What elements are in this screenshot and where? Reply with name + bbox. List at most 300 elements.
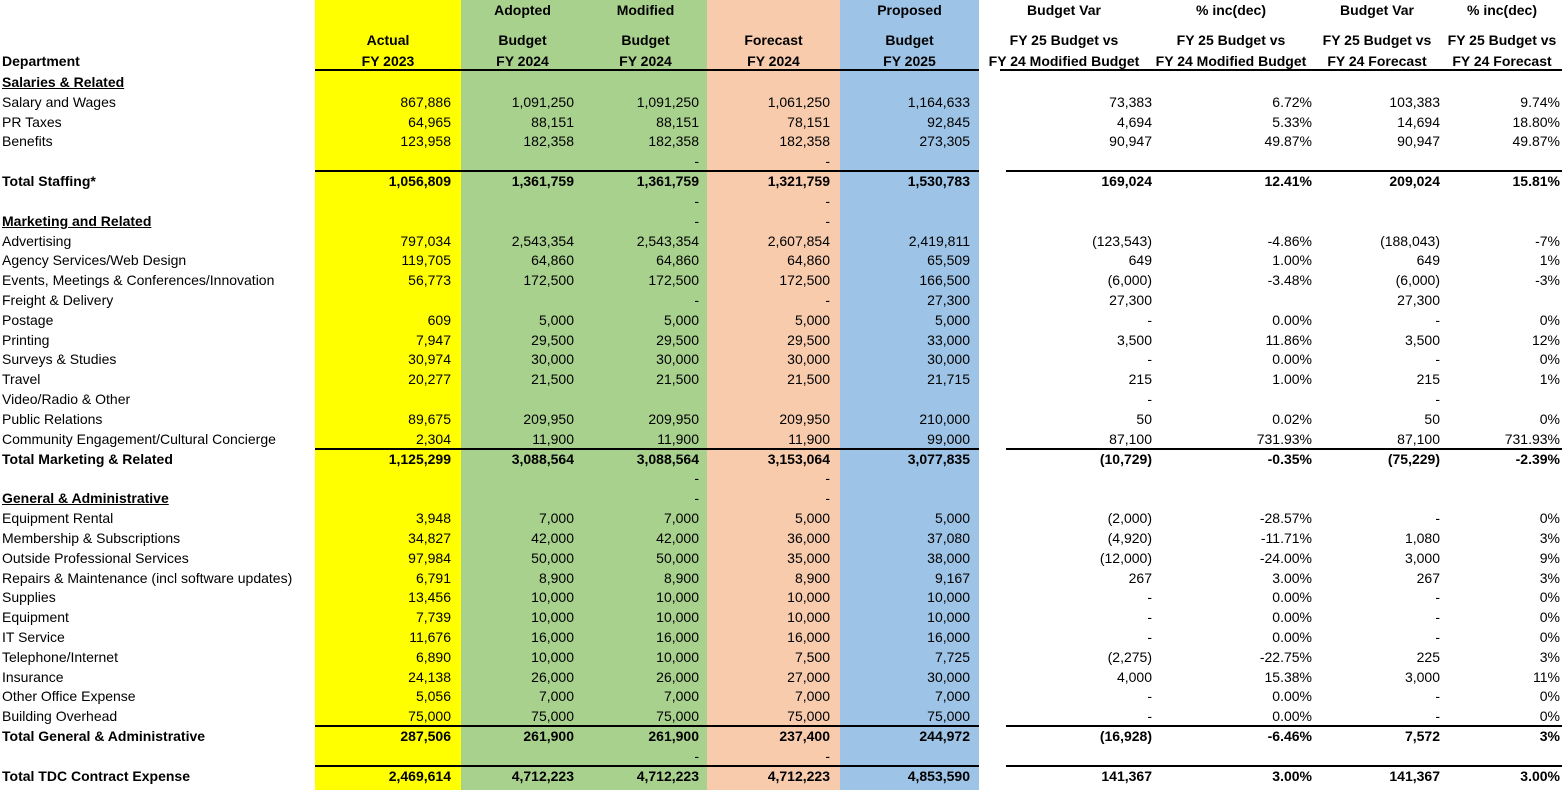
cell-var-vs-modified: 87,100: [1109, 431, 1152, 447]
cell-adopted-fy2024: [461, 211, 574, 231]
cell-pct-vs-modified: -6.46%: [1267, 728, 1312, 744]
table-row: [0, 587, 1562, 607]
cell-adopted-fy2024: 26,000: [531, 669, 574, 685]
row-label: Events, Meetings & Conferences/Innovation: [2, 272, 275, 288]
cell-adopted-fy2024: 10,000: [531, 649, 574, 665]
cell-pct-vs-modified: 0.00%: [1272, 312, 1312, 328]
header-fy2024-adopted: FY 2024: [496, 53, 549, 69]
row-label: Video/Radio & Other: [2, 391, 131, 407]
cell-var-vs-modified: 27,300: [1109, 292, 1152, 308]
cell-adopted-fy2024: 209,950: [523, 411, 574, 427]
row-label: Agency Services/Web Design: [2, 252, 187, 268]
row-label: [2, 151, 314, 171]
cell-modified-fy2024: 5,000: [663, 312, 699, 328]
row-label: Repairs & Maintenance (incl software updates): [2, 570, 293, 586]
cell-var-vs-forecast: -: [1435, 510, 1440, 526]
cell-var-vs-modified: 4,694: [1116, 114, 1152, 130]
cell-proposed-fy2025: 21,715: [927, 371, 970, 387]
cell-actual-fy2023: 34,827: [408, 530, 451, 546]
cell-adopted-fy2024: 172,500: [523, 272, 574, 288]
cell-pct-vs-modified: 15.38%: [1264, 669, 1312, 685]
cell-proposed-fy2025: 2,419,811: [908, 233, 970, 249]
total-row: [0, 171, 1562, 191]
cell-forecast-fy2024: 75,000: [787, 708, 830, 724]
cell-proposed-fy2025: 7,725: [934, 649, 970, 665]
cell-forecast-fy2024: -: [825, 193, 830, 209]
cell-actual-fy2023: 20,277: [408, 371, 451, 387]
cell-pct-vs-modified: [1152, 151, 1312, 171]
row-label: Salary and Wages: [2, 94, 116, 110]
cell-actual-fy2023: 1,125,299: [388, 451, 451, 467]
cell-modified-fy2024: 21,500: [656, 371, 699, 387]
table-row: [0, 310, 1562, 330]
cell-modified-fy2024: -: [694, 490, 699, 506]
cell-proposed-fy2025: [840, 211, 970, 231]
cell-var-vs-forecast: -: [1435, 609, 1440, 625]
cell-forecast-fy2024: 1,321,759: [767, 173, 830, 189]
cell-actual-fy2023: 7,739: [415, 609, 451, 625]
cell-proposed-fy2025: [840, 72, 970, 92]
table-row: [0, 706, 1562, 726]
header-budget-adopted: Budget: [498, 32, 547, 48]
cell-pct-vs-forecast: 11%: [1533, 669, 1560, 685]
row-label: Marketing and Related: [2, 213, 152, 229]
cell-proposed-fy2025: 244,972: [919, 728, 970, 744]
header-fy2024-modified: FY 2024: [619, 53, 672, 69]
cell-forecast-fy2024: 11,900: [788, 431, 830, 447]
table-row: [0, 548, 1562, 568]
cell-adopted-fy2024: 21,500: [531, 371, 574, 387]
cell-adopted-fy2024: 8,900: [538, 570, 574, 586]
cell-var-vs-modified: 267: [1128, 570, 1152, 586]
cell-adopted-fy2024: 7,000: [538, 688, 574, 704]
cell-forecast-fy2024: 16,000: [787, 629, 830, 645]
cell-var-vs-forecast: 90,947: [1397, 133, 1440, 149]
cell-proposed-fy2025: 37,080: [927, 530, 970, 546]
cell-actual-fy2023: 24,138: [408, 669, 451, 685]
cell-proposed-fy2025: 5,000: [934, 312, 970, 328]
header-row-3: [0, 51, 1562, 71]
cell-pct-vs-forecast: -2.39%: [1515, 451, 1560, 467]
cell-pct-vs-modified: 49.87%: [1264, 133, 1312, 149]
table-row: [0, 191, 1562, 211]
cell-modified-fy2024: -: [694, 153, 699, 169]
table-row: [0, 468, 1562, 488]
cell-adopted-fy2024: [461, 151, 574, 171]
cell-pct-vs-forecast: 0%: [1539, 589, 1560, 605]
cell-var-vs-forecast: [1312, 488, 1440, 508]
header-actual: Actual: [366, 32, 410, 48]
cell-proposed-fy2025: 210,000: [919, 411, 970, 427]
table-row: [0, 568, 1562, 588]
cell-var-vs-modified: -: [1147, 589, 1152, 605]
cell-modified-fy2024: 29,500: [656, 332, 699, 348]
cell-var-vs-forecast: 267: [1416, 570, 1440, 586]
cell-actual-fy2023: 609: [427, 312, 451, 328]
cell-modified-fy2024: 172,500: [648, 272, 699, 288]
cell-var-vs-modified: [980, 151, 1152, 171]
header-adopted: Adopted: [494, 2, 551, 18]
cell-var-vs-modified: 90,947: [1109, 133, 1152, 149]
cell-var-vs-forecast: 1,080: [1404, 530, 1440, 546]
cell-modified-fy2024: 261,900: [648, 728, 699, 744]
header-underline: [315, 69, 979, 71]
row-label: Total TDC Contract Expense: [2, 768, 190, 784]
cell-proposed-fy2025: [840, 468, 970, 488]
cell-pct-vs-modified: 11.86%: [1265, 332, 1312, 348]
cell-actual-fy2023: 5,056: [415, 688, 451, 704]
cell-adopted-fy2024: 10,000: [531, 589, 574, 605]
cell-pct-vs-modified: 0.00%: [1272, 688, 1312, 704]
cell-forecast-fy2024: 2,607,854: [767, 233, 830, 249]
cell-actual-fy2023: [315, 191, 451, 211]
cell-pct-vs-modified: [1152, 746, 1312, 766]
cell-forecast-fy2024: 29,500: [787, 332, 830, 348]
cell-var-vs-forecast: [1312, 468, 1440, 488]
cell-pct-vs-modified: 0.00%: [1272, 609, 1312, 625]
cell-proposed-fy2025: 273,305: [919, 133, 970, 149]
cell-pct-vs-forecast: 0%: [1539, 411, 1560, 427]
cell-var-vs-modified: -: [1147, 629, 1152, 645]
header-proposed: Proposed: [877, 2, 942, 18]
cell-adopted-fy2024: 3,088,564: [511, 451, 574, 467]
cell-forecast-fy2024: 30,000: [787, 351, 830, 367]
table-row: [0, 349, 1562, 369]
table-row: [0, 369, 1562, 389]
cell-modified-fy2024: 8,900: [663, 570, 699, 586]
cell-forecast-fy2024: 35,000: [787, 550, 830, 566]
table-row: [0, 429, 1562, 449]
cell-actual-fy2023: 89,675: [408, 411, 451, 427]
cell-actual-fy2023: [315, 389, 451, 409]
cell-actual-fy2023: 797,034: [400, 233, 451, 249]
cell-proposed-fy2025: 99,000: [927, 431, 970, 447]
cell-var-vs-forecast: 7,572: [1404, 728, 1440, 744]
cell-pct-vs-forecast: 1%: [1539, 371, 1560, 387]
cell-forecast-fy2024: 78,151: [787, 114, 830, 130]
row-label: IT Service: [2, 629, 65, 645]
header-underline-var: [1000, 69, 1562, 71]
cell-proposed-fy2025: 38,000: [927, 550, 970, 566]
cell-pct-vs-modified: 0.00%: [1272, 589, 1312, 605]
cell-proposed-fy2025: [840, 746, 970, 766]
cell-pct-vs-forecast: 12%: [1531, 332, 1560, 348]
cell-var-vs-forecast: -: [1435, 629, 1440, 645]
cell-forecast-fy2024: 21,500: [787, 371, 830, 387]
cell-modified-fy2024: 64,860: [656, 252, 699, 268]
cell-modified-fy2024: 10,000: [656, 609, 699, 625]
cell-adopted-fy2024: 182,358: [523, 133, 574, 149]
cell-pct-vs-modified: 3.00%: [1272, 570, 1312, 586]
cell-forecast-fy2024: 1,061,250: [767, 94, 830, 110]
row-label: Equipment: [2, 609, 69, 625]
header-pct-2: % inc(dec): [1466, 2, 1537, 18]
cell-var-vs-forecast: -: [1435, 391, 1440, 407]
cell-modified-fy2024: -: [694, 748, 699, 764]
cell-pct-vs-forecast: 0%: [1539, 688, 1560, 704]
cell-var-vs-modified: 141,367: [1101, 768, 1152, 784]
cell-proposed-fy2025: 30,000: [927, 669, 970, 685]
cell-pct-vs-forecast: 0%: [1539, 351, 1560, 367]
row-label: PR Taxes: [2, 114, 62, 130]
cell-pct-vs-forecast: 3%: [1539, 728, 1560, 744]
row-label: Public Relations: [2, 411, 103, 427]
cell-pct-vs-forecast: 0%: [1539, 629, 1560, 645]
cell-var-vs-modified: 73,383: [1109, 94, 1152, 110]
cell-proposed-fy2025: 7,000: [934, 688, 970, 704]
cell-proposed-fy2025: 27,300: [927, 292, 970, 308]
cell-var-vs-modified: (2,000): [1107, 510, 1152, 526]
cell-var-vs-forecast: -: [1435, 708, 1440, 724]
cell-pct-vs-forecast: -3%: [1535, 272, 1560, 288]
cell-proposed-fy2025: 33,000: [927, 332, 970, 348]
header-fy25-vs-3: FY 25 Budget vs: [1322, 32, 1432, 48]
cell-pct-vs-modified: 0.00%: [1272, 708, 1312, 724]
row-label: Surveys & Studies: [2, 351, 117, 367]
total-rule: [315, 725, 979, 727]
cell-var-vs-forecast: 103,383: [1389, 94, 1440, 110]
cell-var-vs-forecast: [1312, 151, 1440, 171]
cell-modified-fy2024: 11,900: [657, 431, 699, 447]
cell-actual-fy2023: [315, 151, 451, 171]
cell-forecast-fy2024: 64,860: [787, 252, 830, 268]
header-budget-var-1: Budget Var: [1027, 2, 1101, 18]
cell-pct-vs-modified: 0.00%: [1272, 351, 1312, 367]
cell-var-vs-forecast: (188,043): [1380, 233, 1440, 249]
cell-forecast-fy2024: [707, 389, 830, 409]
cell-pct-vs-modified: 6.72%: [1272, 94, 1312, 110]
cell-modified-fy2024: 50,000: [656, 550, 699, 566]
cell-pct-vs-forecast: [1440, 488, 1560, 508]
cell-var-vs-modified: [980, 746, 1152, 766]
cell-pct-vs-modified: [1152, 290, 1312, 310]
row-label: Travel: [2, 371, 41, 387]
cell-forecast-fy2024: 10,000: [787, 609, 830, 625]
cell-pct-vs-modified: -0.35%: [1267, 451, 1312, 467]
cell-var-vs-forecast: 225: [1416, 649, 1440, 665]
cell-pct-vs-forecast: -7%: [1535, 233, 1560, 249]
table-row: [0, 607, 1562, 627]
total-rule-var: [1006, 725, 1562, 727]
cell-proposed-fy2025: [840, 389, 970, 409]
cell-var-vs-modified: -: [1147, 609, 1152, 625]
cell-forecast-fy2024: -: [825, 748, 830, 764]
cell-pct-vs-forecast: [1440, 468, 1560, 488]
cell-pct-vs-modified: 0.00%: [1272, 629, 1312, 645]
total-row: [0, 726, 1562, 746]
cell-forecast-fy2024: 7,000: [794, 688, 830, 704]
cell-var-vs-forecast: [1312, 191, 1440, 211]
cell-var-vs-modified: 3,500: [1116, 332, 1152, 348]
header-fy2024-forecast: FY 2024: [747, 53, 800, 69]
cell-pct-vs-modified: -24.00%: [1259, 550, 1312, 566]
row-label: Total Staffing*: [2, 173, 96, 189]
cell-actual-fy2023: 1,056,809: [388, 173, 451, 189]
cell-proposed-fy2025: 4,853,590: [907, 768, 970, 784]
cell-forecast-fy2024: -: [825, 292, 830, 308]
row-label: Total Marketing & Related: [2, 451, 173, 467]
cell-forecast-fy2024: 172,500: [779, 272, 830, 288]
cell-modified-fy2024: -: [694, 470, 699, 486]
cell-actual-fy2023: 30,974: [408, 351, 451, 367]
cell-modified-fy2024: 75,000: [656, 708, 699, 724]
table-row: [0, 92, 1562, 112]
cell-proposed-fy2025: [840, 191, 970, 211]
cell-var-vs-modified: -: [1147, 351, 1152, 367]
cell-pct-vs-modified: [1152, 72, 1312, 92]
cell-pct-vs-forecast: 9%: [1539, 550, 1560, 566]
row-label: Telephone/Internet: [2, 649, 118, 665]
cell-pct-vs-modified: [1152, 468, 1312, 488]
cell-pct-vs-modified: -22.75%: [1259, 649, 1312, 665]
table-row: [0, 667, 1562, 687]
table-row: [0, 627, 1562, 647]
cell-var-vs-modified: -: [1147, 391, 1152, 407]
cell-adopted-fy2024: [461, 488, 574, 508]
header-fy2023: FY 2023: [361, 53, 415, 69]
cell-pct-vs-forecast: 0%: [1539, 708, 1560, 724]
row-label: Membership & Subscriptions: [2, 530, 181, 546]
cell-var-vs-modified: -: [1147, 688, 1152, 704]
cell-proposed-fy2025: [840, 488, 970, 508]
header-budget-var-2: Budget Var: [1340, 2, 1414, 18]
cell-modified-fy2024: 7,000: [663, 510, 699, 526]
cell-pct-vs-modified: 1.00%: [1272, 371, 1312, 387]
header-modified: Modified: [616, 2, 675, 18]
row-label: Total General & Administrative: [2, 728, 206, 744]
row-label: Building Overhead: [2, 708, 118, 724]
cell-pct-vs-forecast: 3%: [1539, 530, 1560, 546]
header-pct-1: % inc(dec): [1195, 2, 1266, 18]
cell-forecast-fy2024: 10,000: [787, 589, 830, 605]
row-label: Printing: [2, 332, 50, 348]
cell-modified-fy2024: -: [694, 213, 699, 229]
cell-proposed-fy2025: 10,000: [927, 589, 970, 605]
cell-adopted-fy2024: 29,500: [531, 332, 574, 348]
cell-modified-fy2024: 4,712,223: [636, 768, 699, 784]
cell-pct-vs-modified: [1152, 488, 1312, 508]
cell-adopted-fy2024: 64,860: [531, 252, 574, 268]
cell-var-vs-modified: (10,729): [1099, 451, 1152, 467]
cell-actual-fy2023: 64,965: [408, 114, 451, 130]
cell-actual-fy2023: [315, 211, 451, 231]
cell-adopted-fy2024: 4,712,223: [511, 768, 574, 784]
cell-modified-fy2024: 182,358: [648, 133, 699, 149]
header-budget-proposed: Budget: [885, 32, 934, 48]
cell-adopted-fy2024: 10,000: [531, 609, 574, 625]
cell-var-vs-modified: 169,024: [1101, 173, 1152, 189]
cell-proposed-fy2025: 9,167: [934, 570, 970, 586]
cell-adopted-fy2024: 88,151: [531, 114, 574, 130]
total-rule-var: [1006, 765, 1562, 767]
cell-forecast-fy2024: 7,500: [794, 649, 830, 665]
table-row: [0, 330, 1562, 350]
cell-forecast-fy2024: -: [825, 153, 830, 169]
cell-var-vs-forecast: 3,500: [1404, 332, 1440, 348]
cell-pct-vs-forecast: 18.80%: [1512, 114, 1560, 130]
cell-proposed-fy2025: 92,845: [927, 114, 970, 130]
cell-adopted-fy2024: 11,900: [532, 431, 574, 447]
cell-proposed-fy2025: 1,530,783: [907, 173, 970, 189]
cell-pct-vs-forecast: 1%: [1539, 252, 1560, 268]
cell-adopted-fy2024: [461, 290, 574, 310]
table-row: [0, 151, 1562, 171]
cell-pct-vs-forecast: 15.81%: [1512, 173, 1560, 189]
row-label: Benefits: [2, 133, 53, 149]
cell-actual-fy2023: [315, 468, 451, 488]
cell-pct-vs-forecast: [1440, 151, 1560, 171]
header-fy24-forecast-1: FY 24 Forecast: [1327, 53, 1427, 69]
cell-pct-vs-forecast: 3%: [1539, 649, 1560, 665]
cell-pct-vs-forecast: [1440, 290, 1560, 310]
cell-pct-vs-forecast: [1440, 72, 1560, 92]
cell-var-vs-forecast: [1312, 746, 1440, 766]
cell-pct-vs-modified: 1.00%: [1272, 252, 1312, 268]
row-label: Outside Professional Services: [2, 550, 189, 566]
cell-pct-vs-forecast: 3%: [1539, 570, 1560, 586]
cell-adopted-fy2024: 2,543,354: [511, 233, 574, 249]
cell-proposed-fy2025: [840, 151, 970, 171]
cell-actual-fy2023: 75,000: [408, 708, 451, 724]
cell-var-vs-forecast: -: [1435, 312, 1440, 328]
header-fy24-modified-2: FY 24 Modified Budget: [1155, 53, 1307, 69]
cell-forecast-fy2024: 3,153,064: [767, 451, 830, 467]
table-row: [0, 231, 1562, 251]
cell-pct-vs-modified: 0.02%: [1272, 411, 1312, 427]
cell-forecast-fy2024: 209,950: [779, 411, 830, 427]
cell-pct-vs-forecast: 0%: [1539, 312, 1560, 328]
cell-adopted-fy2024: 16,000: [531, 629, 574, 645]
cell-modified-fy2024: [584, 72, 699, 92]
cell-actual-fy2023: 6,890: [415, 649, 451, 665]
cell-forecast-fy2024: -: [825, 213, 830, 229]
cell-pct-vs-modified: [1152, 389, 1312, 409]
cell-forecast-fy2024: 237,400: [779, 728, 830, 744]
cell-var-vs-modified: [980, 468, 1152, 488]
row-label: Community Engagement/Cultural Concierge: [2, 431, 276, 447]
cell-proposed-fy2025: 3,077,835: [907, 451, 970, 467]
cell-forecast-fy2024: 27,000: [787, 669, 830, 685]
cell-actual-fy2023: [315, 290, 451, 310]
cell-actual-fy2023: 56,773: [408, 272, 451, 288]
cell-forecast-fy2024: 8,900: [794, 570, 830, 586]
cell-adopted-fy2024: 261,900: [523, 728, 574, 744]
row-label: [2, 468, 314, 488]
cell-var-vs-forecast: -: [1435, 688, 1440, 704]
cell-var-vs-modified: [980, 191, 1152, 211]
cell-pct-vs-modified: 731.93%: [1256, 431, 1312, 447]
cell-adopted-fy2024: [461, 468, 574, 488]
cell-adopted-fy2024: [461, 746, 574, 766]
cell-actual-fy2023: 11,676: [409, 629, 451, 645]
cell-var-vs-modified: 215: [1128, 371, 1152, 387]
cell-actual-fy2023: 13,456: [408, 589, 451, 605]
cell-forecast-fy2024: 4,712,223: [767, 768, 830, 784]
row-label: General & Administrative: [2, 490, 169, 506]
row-label: Other Office Expense: [2, 688, 136, 704]
cell-modified-fy2024: 1,091,250: [636, 94, 699, 110]
cell-modified-fy2024: 10,000: [656, 649, 699, 665]
header-fy24-modified-1: FY 24 Modified Budget: [988, 53, 1140, 69]
row-label: Insurance: [2, 669, 64, 685]
row-label: [2, 746, 314, 766]
cell-modified-fy2024: [584, 389, 699, 409]
cell-forecast-fy2024: 182,358: [779, 133, 830, 149]
cell-actual-fy2023: 867,886: [400, 94, 451, 110]
cell-actual-fy2023: 97,984: [408, 550, 451, 566]
cell-var-vs-modified: 649: [1128, 252, 1152, 268]
cell-proposed-fy2025: 65,509: [927, 252, 970, 268]
